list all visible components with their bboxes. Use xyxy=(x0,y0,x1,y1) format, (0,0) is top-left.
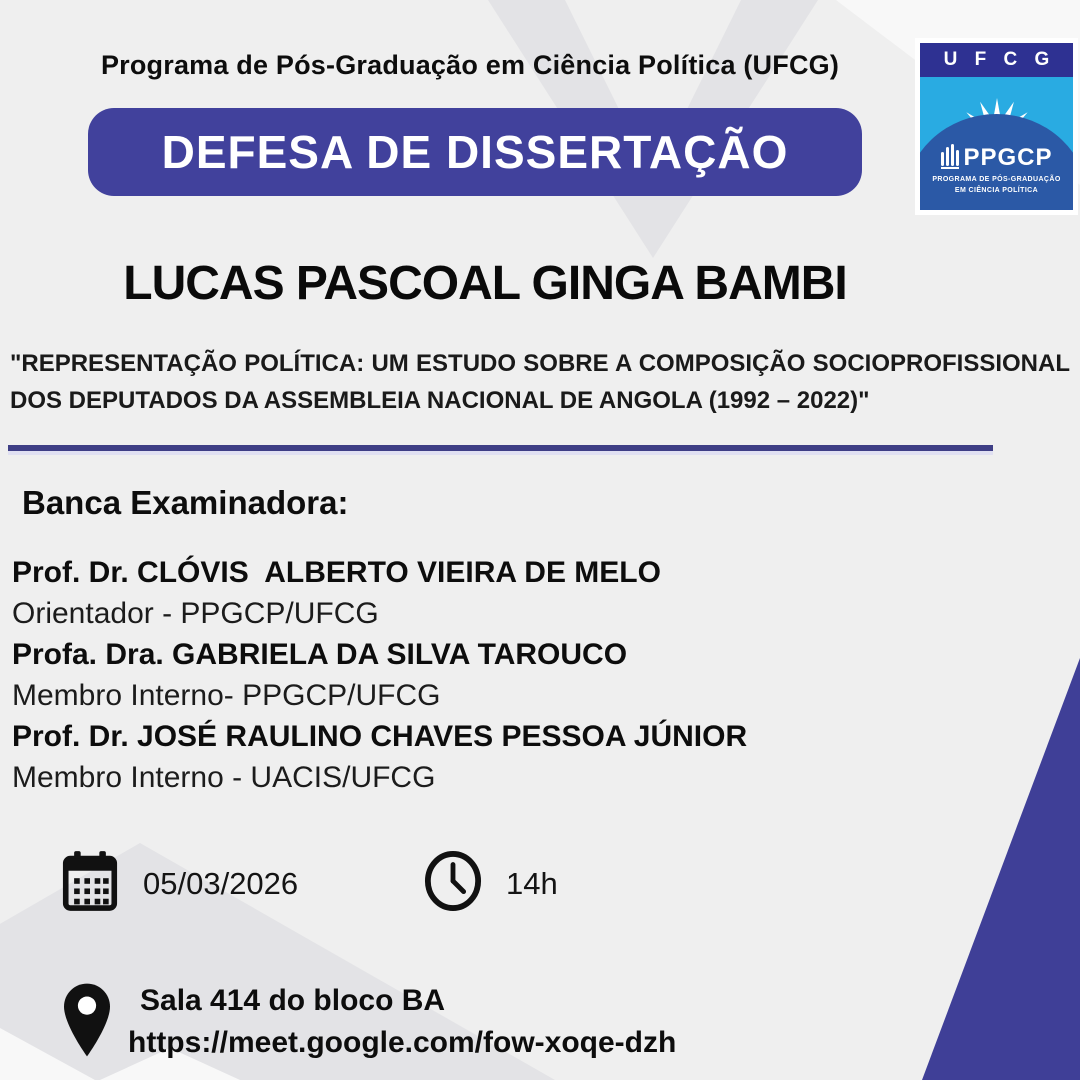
logo-caption xyxy=(920,175,1073,196)
logo-caption-line1: PROGRAMA DE PÓS-GRADUAÇÃO xyxy=(932,176,1061,183)
clock-icon-wrap xyxy=(424,850,482,912)
location-pin-wrap xyxy=(64,982,110,1058)
calendar-icon-wrap xyxy=(62,850,118,912)
thesis-title-line2: DOS DEPUTADOS DA ASSEMBLEIA NACIONAL DE ANGOLA (1992 – 2022)" xyxy=(10,387,870,414)
thesis-title-line1: "REPRESENTAÇÃO POLÍTICA: UM ESTUDO SOBRE A COMPOSIÇÃO SOCIOPROFISSIONAL xyxy=(10,350,1070,377)
location-pin-icon xyxy=(64,982,110,1058)
corner-triangle xyxy=(922,658,1080,1080)
logo-caption-line2: EM CIÊNCIA POLÍTICA xyxy=(954,186,1039,194)
program-title: Programa de Pós-Graduação em Ciência Política (UFCG) xyxy=(100,50,840,80)
committee-member-name: Prof. Dr. JOSÉ RAULINO CHAVES PESSOA JÚNIOR xyxy=(12,720,748,753)
event-time: 14h xyxy=(506,866,558,901)
clock-icon xyxy=(424,850,482,912)
divider-line xyxy=(8,445,993,451)
committee-heading: Banca Examinadora: xyxy=(22,484,349,521)
logo-acronym: PPGCP xyxy=(963,144,1053,171)
thesis-title xyxy=(10,350,1070,415)
logo-sky xyxy=(920,77,1073,210)
event-room: Sala 414 do bloco BA xyxy=(140,984,446,1017)
defense-banner-label: DEFESA DE DISSERTAÇÃO xyxy=(161,126,789,178)
committee-member-name: Profa. Dra. GABRIELA DA SILVA TAROUCO xyxy=(12,638,628,671)
committee-member-role: Membro Interno - UACIS/UFCG xyxy=(12,761,436,794)
cactus-icon xyxy=(940,144,960,170)
committee-member-name: Prof. Dr. CLÓVIS ALBERTO VIEIRA DE MELO xyxy=(12,556,661,589)
committee-list xyxy=(12,552,912,798)
committee-member-role: Orientador - PPGCP/UFCG xyxy=(12,597,379,630)
logo-university-letters: U F C G xyxy=(943,49,1056,70)
committee-member-role: Membro Interno- PPGCP/UFCG xyxy=(12,679,441,712)
ufcg-ppgcp-logo xyxy=(915,38,1078,215)
logo-university-band xyxy=(920,43,1073,77)
defense-banner xyxy=(88,108,862,196)
calendar-icon xyxy=(62,850,118,912)
event-date: 05/03/2026 xyxy=(143,866,299,901)
meet-link[interactable]: https://meet.google.com/fow-xoqe-dzh xyxy=(128,1026,677,1059)
candidate-name: LUCAS PASCOAL GINGA BAMBI xyxy=(123,257,847,310)
